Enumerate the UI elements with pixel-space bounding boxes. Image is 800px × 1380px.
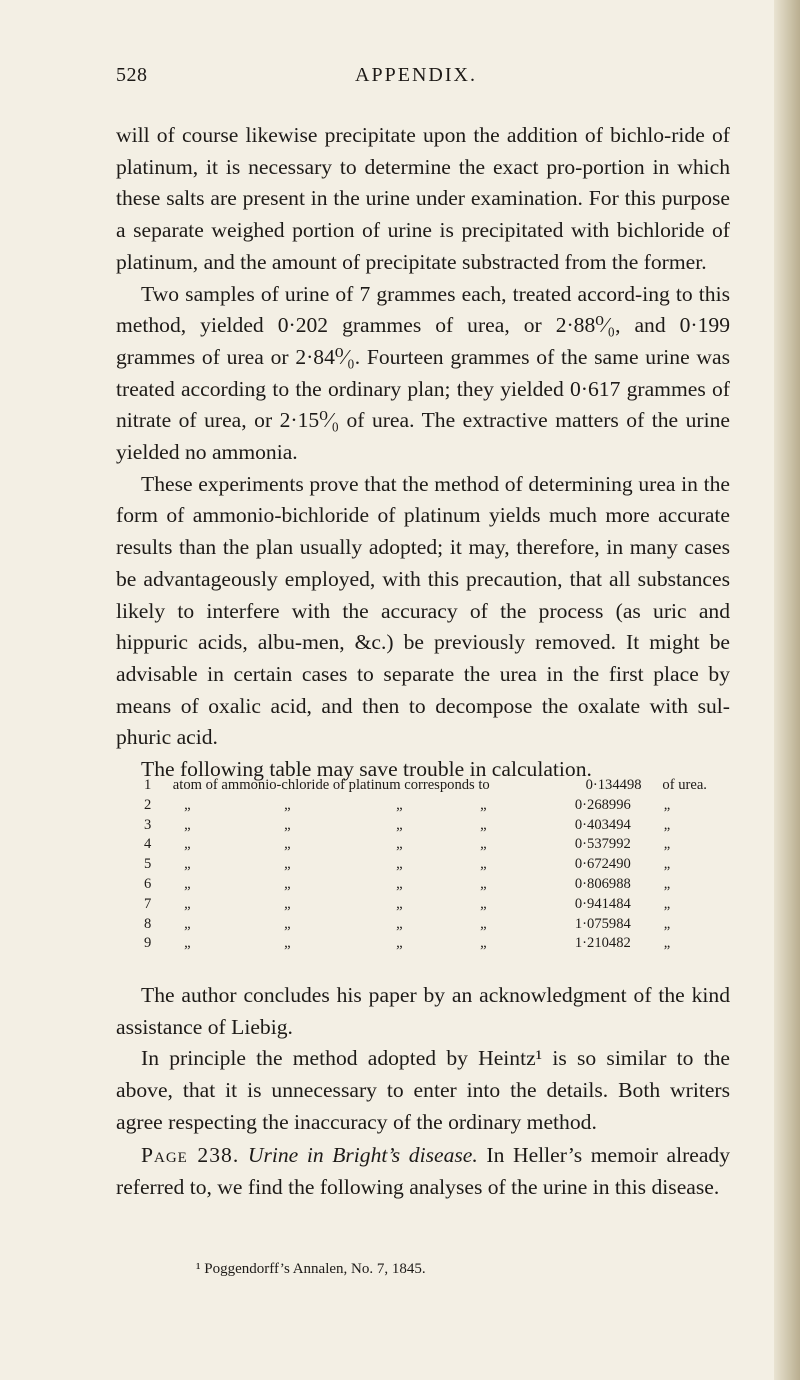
- row-number: 9: [144, 935, 152, 952]
- row-value: 1·075984: [574, 915, 631, 932]
- section-paragraph: [116, 1140, 730, 1203]
- row-unit: „: [663, 816, 671, 833]
- row-unit: „: [663, 836, 671, 853]
- table-row: [140, 796, 720, 816]
- row-unit: of urea.: [662, 777, 707, 793]
- row-unit: „: [663, 796, 671, 813]
- paragraph-3: These experiments prove that the method of determining urea in the form of ammonio-bichloride of platinum yields much more accurate results than the plan usually adopted; it may, therefore, in many cases be advantageously employed, with this precaution, that all substances likely to interfere with the accuracy of the process (as uric and hippuric acids, albu-men, &c.) be previously removed. It might be advisable in certain cases to separate the urea in the first place by means of oxalic acid, and then to decompose the oxalate with sul-phuric acid.: [116, 471, 730, 750]
- table-row: [140, 915, 720, 935]
- row-description: „ „ „ „: [184, 895, 487, 912]
- paragraph-heintz: In principle the method adopted by Heintz¹ is so similar to the above, that it is unnecessary to enter into the details. Both writers agree respecting the inaccuracy of the ordinary method.: [116, 1046, 730, 1134]
- row-description: „ „ „ „: [184, 875, 487, 892]
- row-number: 8: [144, 915, 152, 932]
- table-row: [140, 875, 720, 895]
- page-number: 528: [116, 64, 148, 86]
- section-title: Urine in Bright’s disease.: [247, 1143, 478, 1167]
- row-value: 1·210482: [574, 935, 631, 952]
- row-description: „ „ „ „: [184, 796, 487, 813]
- row-unit: „: [663, 895, 671, 912]
- row-number: 5: [144, 856, 152, 873]
- section-text: In Heller’s memoir already referred to, we find the following analyses of the urine in this disease.: [116, 1143, 731, 1199]
- row-value: 0·537992: [574, 836, 631, 853]
- paragraph-acknowledgment: The author concludes his paper by an acknowledgment of the kind assistance of Liebig.: [116, 983, 730, 1039]
- row-description: atom of ammonio-chloride of platinum corresponds to: [172, 777, 490, 793]
- row-value: 0·672490: [574, 856, 631, 873]
- row-description: „ „ „ „: [184, 935, 487, 952]
- row-value: 0·806988: [574, 875, 631, 892]
- table-row: [140, 934, 720, 954]
- row-number: 3: [144, 816, 152, 833]
- running-head: APPENDIX.: [355, 64, 477, 86]
- row-description: „ „ „ „: [184, 836, 487, 853]
- table-row: [140, 776, 720, 796]
- table-row: [140, 816, 720, 836]
- row-description: „ „ „ „: [184, 915, 487, 932]
- row-unit: „: [663, 875, 671, 892]
- row-value: 0·134498: [585, 777, 642, 793]
- row-number: 4: [144, 836, 152, 853]
- table-row: [140, 835, 720, 855]
- row-number: 6: [144, 875, 152, 892]
- table-row: [140, 855, 720, 875]
- paragraph-1: will of course likewise precipitate upon the addition of bichlo-ride of platinum, it is necessary to determine the exact pro-portion in which these salts are present in the urine under examination. For this purpose a separate weighed portion of urine is precipitated with bichloride of platinum, and the amount of precipitate substracted from the former.: [116, 123, 730, 274]
- row-unit: „: [663, 915, 671, 932]
- row-description: „ „ „ „: [184, 816, 487, 833]
- section-brights-disease: [116, 1140, 730, 1203]
- row-number: 1: [144, 777, 152, 793]
- row-unit: „: [663, 856, 671, 873]
- row-value: 0·403494: [574, 816, 631, 833]
- closing-text: [116, 980, 730, 1139]
- row-unit: „: [663, 935, 671, 952]
- footnote: ¹ Poggendorff’s Annalen, No. 7, 1845.: [196, 1261, 426, 1277]
- page-header: [116, 64, 716, 94]
- section-lead: Page 238.: [141, 1143, 240, 1167]
- body-text: [116, 120, 730, 786]
- row-value: 0·268996: [574, 796, 631, 813]
- table-row: [140, 895, 720, 915]
- row-description: „ „ „ „: [184, 856, 487, 873]
- row-number: 7: [144, 895, 152, 912]
- conversion-table: [140, 776, 720, 954]
- paragraph-2: Two samples of urine of 7 grammes each, treated accord-ing to this method, yielded 0·202 grammes of urea, or 2·88⁰⁄₀, and 0·199 grammes of urea or 2·84⁰⁄₀. Fourteen grammes of the same urine was treated according to the ordinary plan; they yielded 0·617 grammes of nitrate of urea, or 2·15⁰⁄₀ of urea. The extractive matters of the urine yielded no ammonia.: [116, 281, 730, 465]
- row-number: 2: [144, 796, 152, 813]
- paragraph-4: The following table may save trouble in calculation.: [141, 757, 592, 782]
- row-value: 0·941484: [574, 895, 631, 912]
